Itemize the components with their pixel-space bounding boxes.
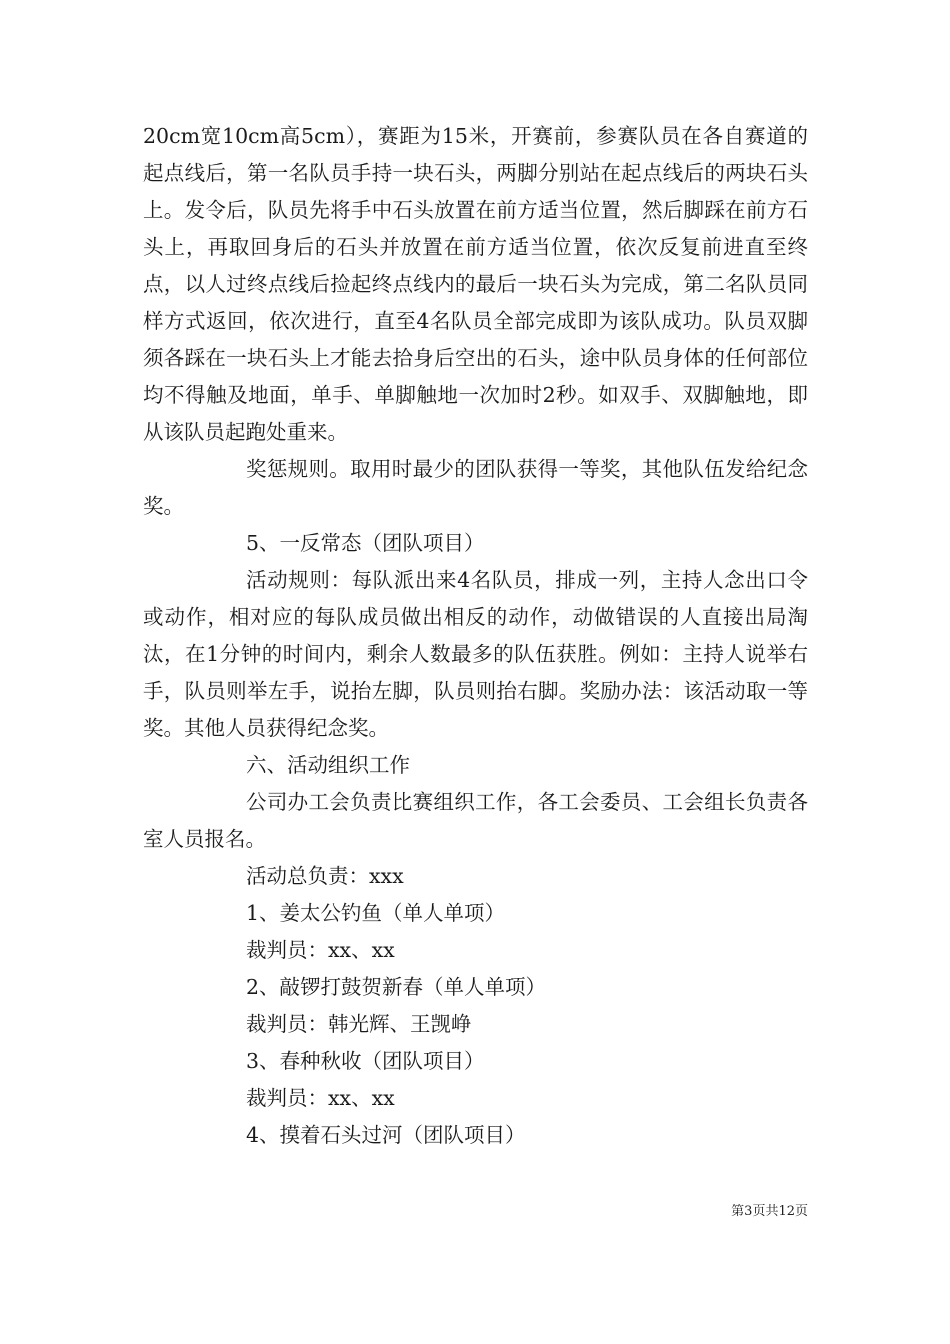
- page-number-footer: 第3页共12页: [731, 1204, 808, 1219]
- paragraph-stone-crossing-rules: 20cm宽10cm高5cm），赛距为15米，开赛前，参赛队员在各自赛道的起点线后，第一名队员手持一块石头，两脚分别站在起点线后的两块石头上。发令后，队员先将手中石头放置在前方适当位置，然后脚踩在前方石头上，再取回身后的石头并放置在前方适当位置，依次反复前进直至终点，以人过终点线后捡起终点线内的最后一块石头为完成，第二名队员同样方式返回，依次进行，直至4名队员全部完成即为该队成功。队员双脚须各踩在一块石头上才能去拾身后空出的石头，途中队员身体的任何部位均不得触及地面，单手、单脚触地一次加时2秒。如双手、双脚触地，即从该队员起跑处重来。: [143, 124, 808, 444]
- document-body: [143, 118, 808, 1154]
- line-referee-2: 裁判员：韩光辉、王觊峥: [246, 1012, 472, 1036]
- paragraph-event-5-rules: 活动规则：每队派出来4名队员，排成一列，主持人念出口令或动作，相对应的每队成员做出相反的动作，动做错误的人直接出局淘汰，在1分钟的时间内，剩余人数最多的队伍获胜。例如：主持人说举右手，队员则举左手，说抬左脚，队员则抬右脚。奖励办法：该活动取一等奖。其他人员获得纪念奖。: [143, 568, 808, 740]
- line-event-1: 1、姜太公钓鱼（单人单项）: [246, 901, 506, 925]
- line-referee-3: 裁判员：xx、xx: [246, 1086, 395, 1110]
- line-referee-1: 裁判员：xx、xx: [246, 938, 395, 962]
- heading-event-5: 5、一反常态（团队项目）: [246, 531, 485, 555]
- line-general-lead: 活动总负责：xxx: [246, 864, 404, 888]
- line-event-2: 2、敲锣打鼓贺新春（单人单项）: [246, 975, 547, 999]
- paragraph-organization: 公司办工会负责比赛组织工作，各工会委员、工会组长负责各室人员报名。: [143, 790, 808, 851]
- section-heading-organization: 六、活动组织工作: [246, 753, 410, 777]
- paragraph-reward-rules: 奖惩规则。取用时最少的团队获得一等奖，其他队伍发给纪念奖。: [143, 457, 808, 518]
- line-event-4: 4、摸着石头过河（团队项目）: [246, 1123, 526, 1147]
- line-event-3: 3、春种秋收（团队项目）: [246, 1049, 485, 1073]
